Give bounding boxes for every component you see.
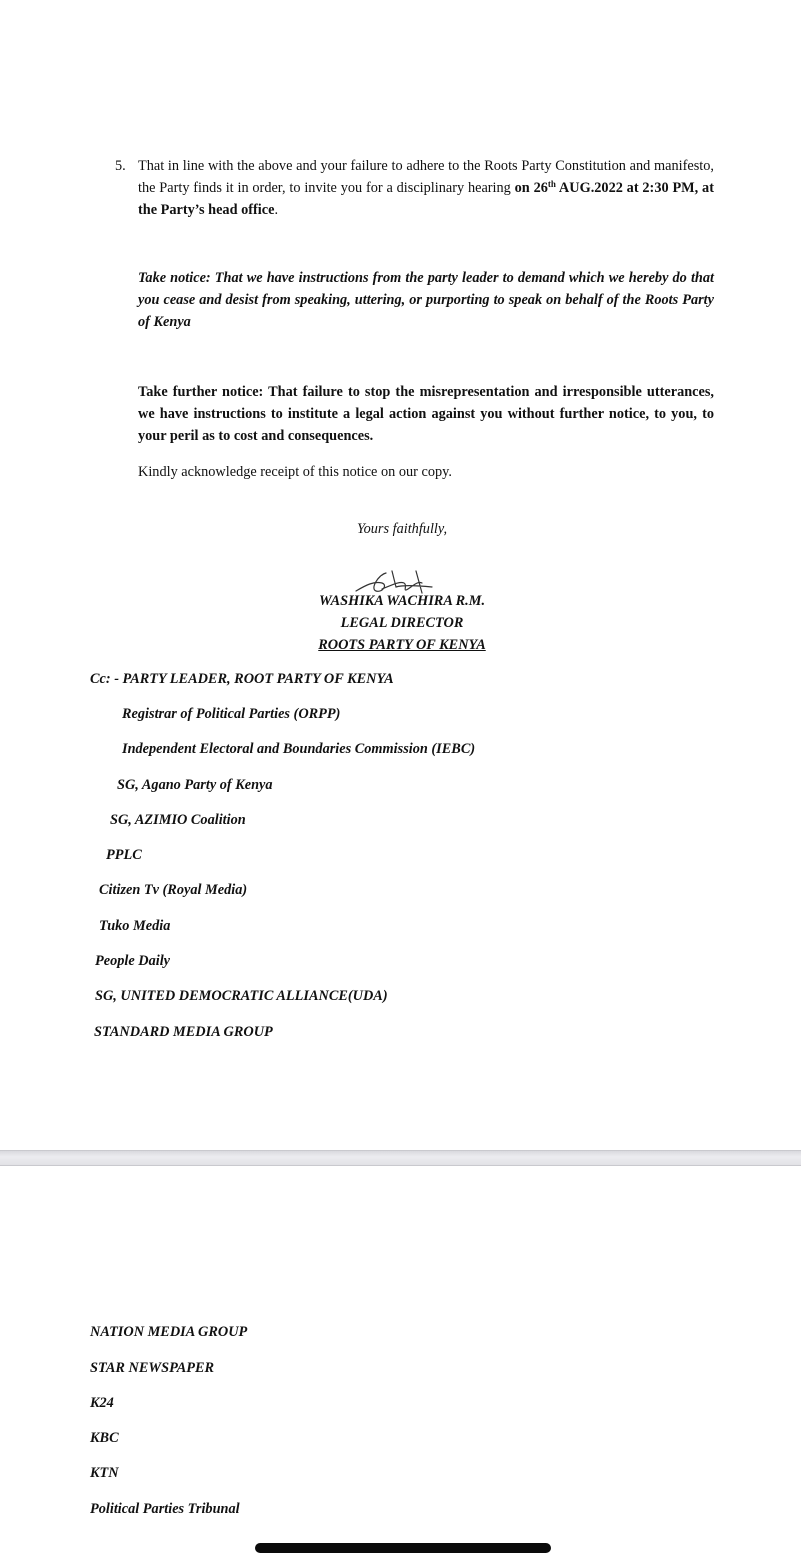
- cc-item: Registrar of Political Parties (ORPP): [122, 706, 341, 722]
- item-5-paragraph: [138, 155, 714, 221]
- signatory-title: LEGAL DIRECTOR: [340, 615, 464, 631]
- item-text-plain: That in line with the above and your failure to adhere to the Roots Party Constitution and manifesto, the Party finds it in order, to invite you for a disciplinary hearing: [138, 158, 714, 196]
- cc-item: KBC: [90, 1430, 119, 1446]
- cc-item: People Daily: [95, 953, 171, 969]
- cc-item: Tuko Media: [99, 918, 171, 934]
- cc-item: Political Parties Tribunal: [90, 1501, 240, 1517]
- cc-item: SG, Agano Party of Kenya: [117, 777, 273, 793]
- closing-salutation: Yours faithfully,: [356, 521, 448, 537]
- cc-item: Citizen Tv (Royal Media): [99, 882, 248, 898]
- acknowledge-paragraph: Kindly acknowledge receipt of this notice on our copy.: [138, 464, 452, 480]
- cc-item: Independent Electoral and Boundaries Commission (IEBC): [122, 741, 476, 757]
- item-text-end: .: [274, 202, 279, 218]
- signatory-name: WASHIKA WACHIRA R.M.: [318, 593, 486, 609]
- cc-item: STAR NEWSPAPER: [90, 1360, 215, 1376]
- cc-item: STANDARD MEDIA GROUP: [94, 1024, 273, 1040]
- signatory-organization: ROOTS PARTY OF KENYA: [318, 637, 486, 653]
- cc-item: K24: [90, 1395, 114, 1411]
- item-text-bold-date: AUG.2022 at 2:30 PM, at the Party’s head office: [138, 180, 714, 218]
- page-separator: [0, 1150, 801, 1166]
- item-text-sup: th: [547, 179, 556, 189]
- item-text-bold-on: on 26: [514, 180, 548, 196]
- cc-item: SG, AZIMIO Coalition: [110, 812, 246, 828]
- take-notice-paragraph: Take notice: That we have instructions from the party leader to demand which we hereby do that you cease and desist from speaking, uttering, or purporting to speak on behalf of the Roots Party of Kenya: [138, 270, 714, 330]
- cc-item: PPLC: [106, 847, 142, 863]
- cc-item: SG, UNITED DEMOCRATIC ALLIANCE(UDA): [95, 988, 388, 1004]
- home-indicator[interactable]: [255, 1543, 551, 1553]
- cc-line: Cc: - PARTY LEADER, ROOT PARTY OF KENYA: [90, 671, 394, 687]
- cc-item: KTN: [90, 1465, 119, 1481]
- cc-item: NATION MEDIA GROUP: [90, 1324, 248, 1340]
- take-further-notice-paragraph: Take further notice: That failure to stop the misrepresentation and irresponsible utterances, we have instructions to institute a legal action against you without further notice, to you, to your peril as to cost and consequences.: [138, 384, 714, 444]
- signature-block: [252, 590, 552, 656]
- item-number: 5.: [115, 158, 126, 174]
